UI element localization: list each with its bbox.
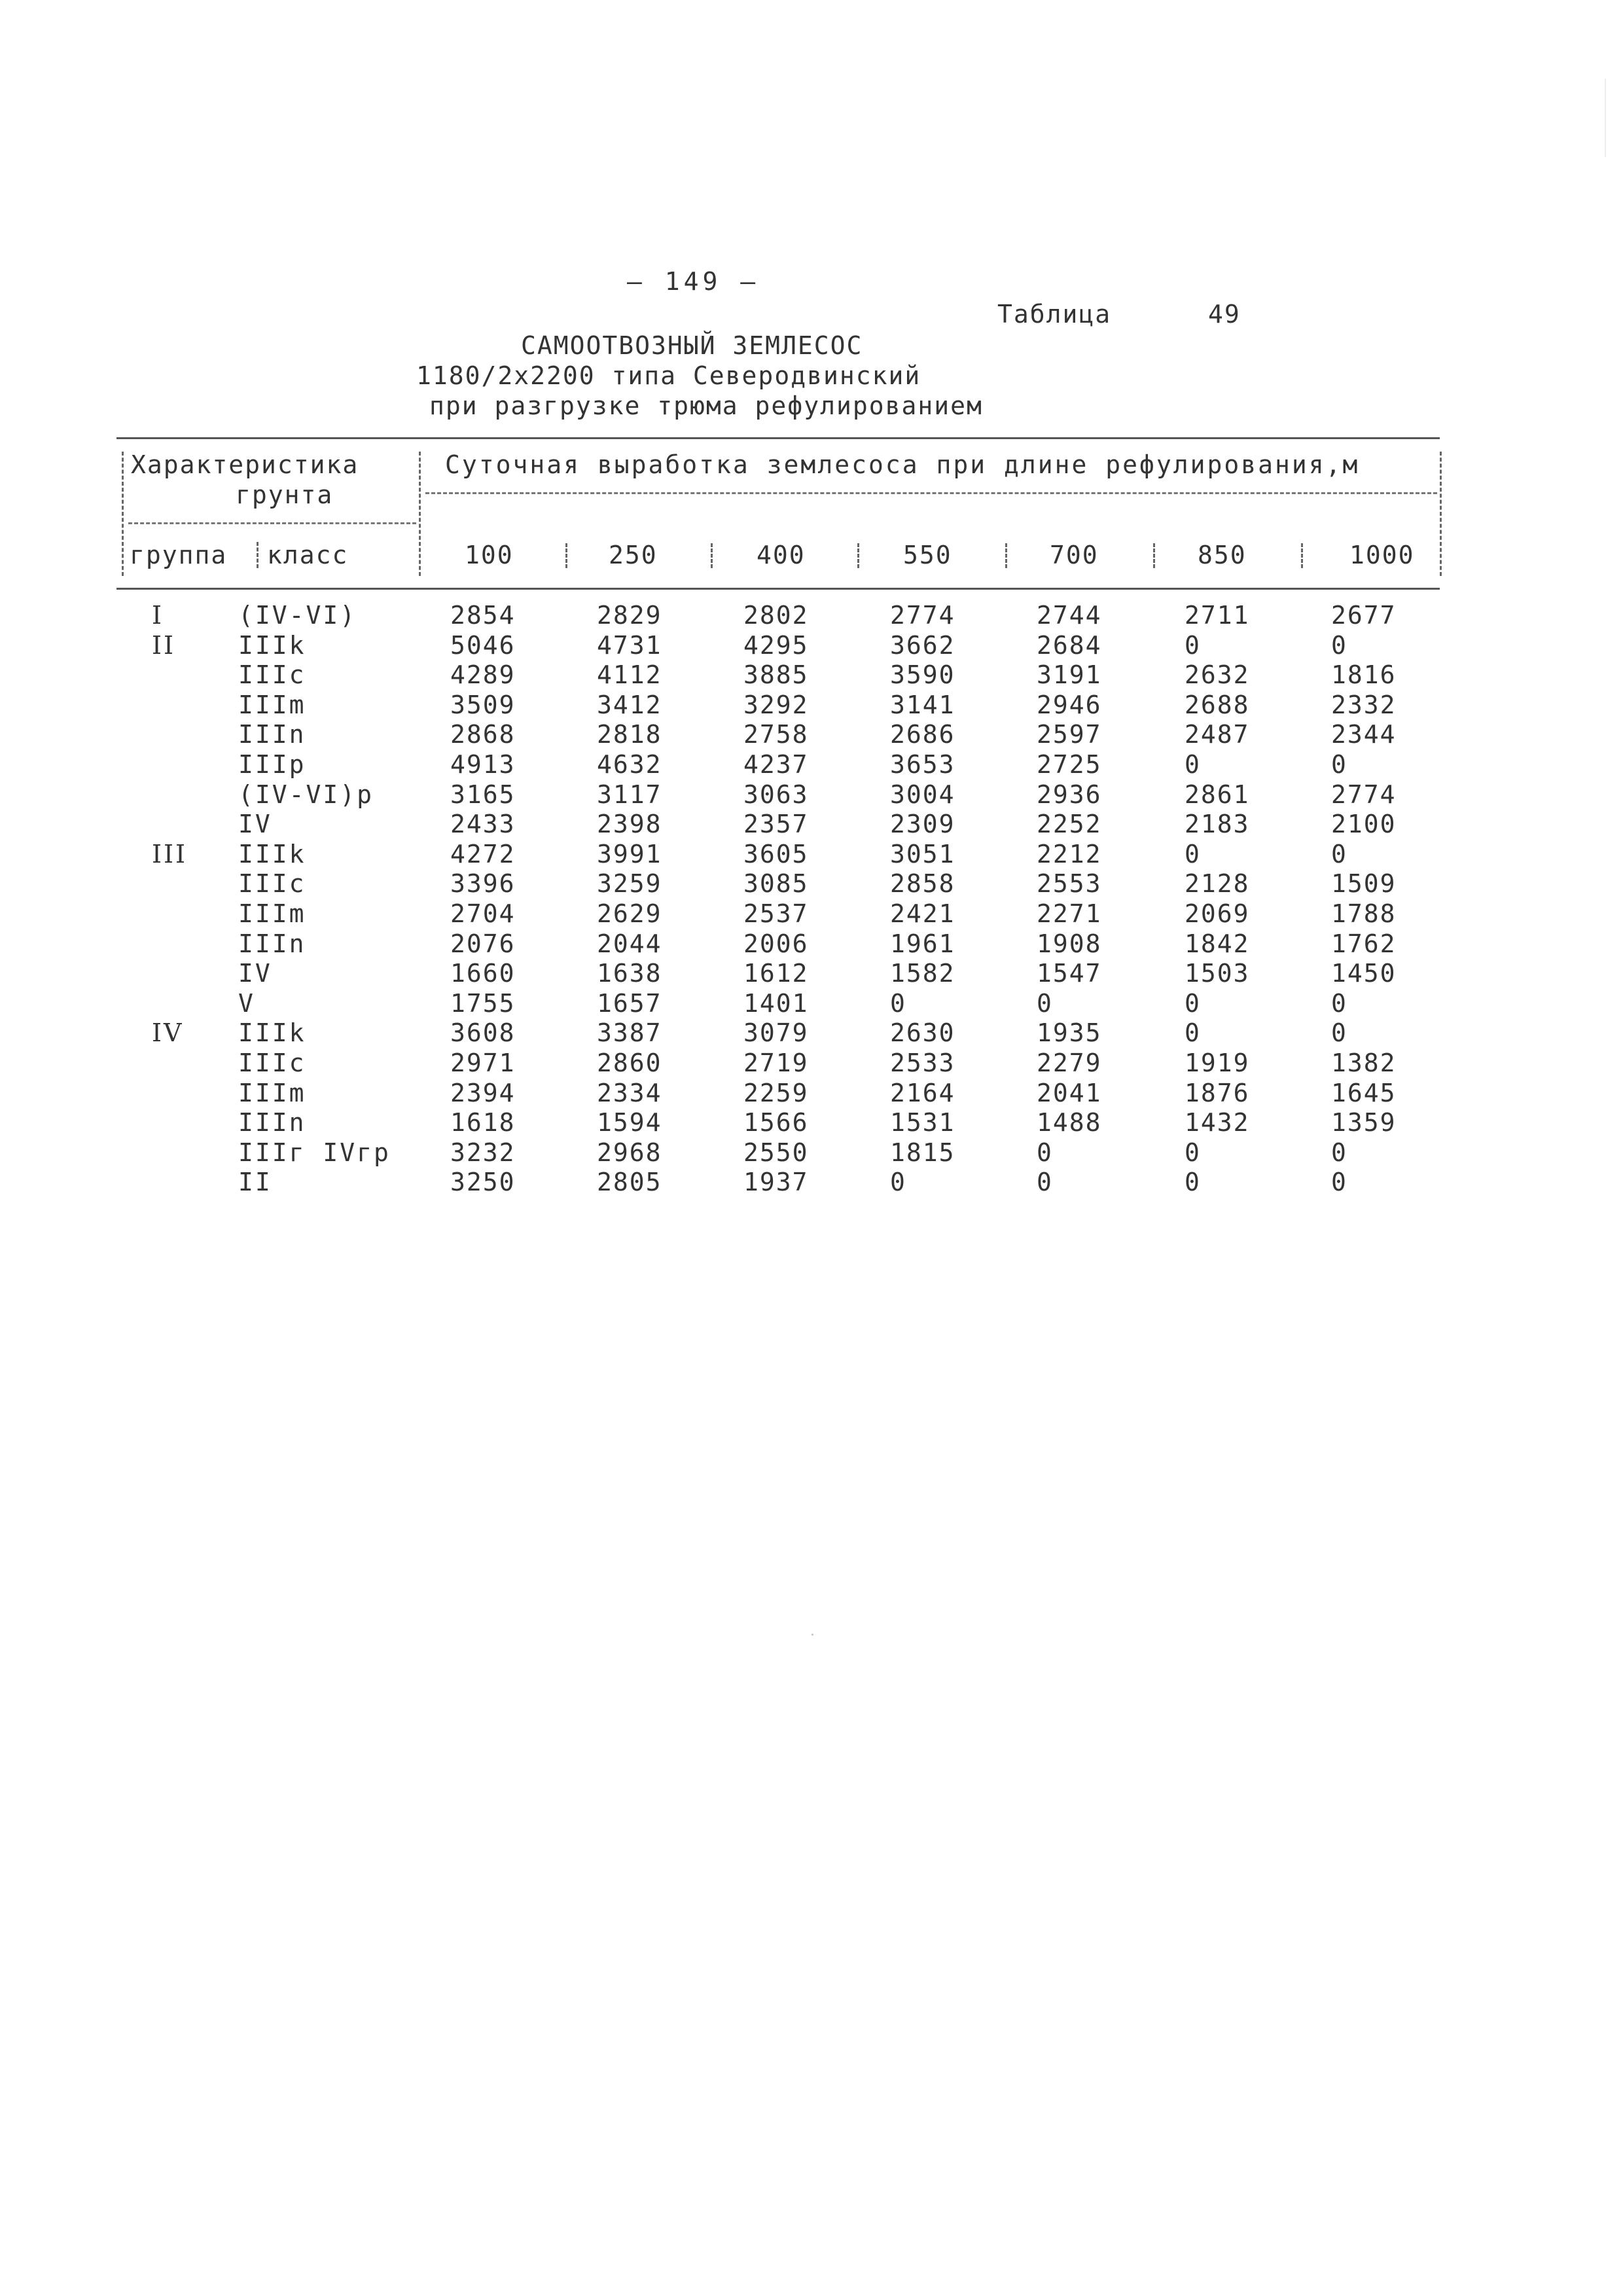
cell-value: 2259: [743, 1079, 809, 1107]
cell-value: 3662: [890, 631, 955, 660]
title-line-3: при разгрузке трюма рефулированием: [429, 391, 983, 420]
cell-value: 3051: [890, 840, 955, 869]
cell-value: 2802: [743, 601, 809, 630]
cell-value: 1488: [1037, 1108, 1102, 1137]
row-class: IIIc: [238, 1049, 306, 1077]
cell-value: 3292: [743, 691, 809, 719]
cell-value: 2684: [1037, 631, 1102, 660]
cell-value: 2271: [1037, 899, 1102, 928]
cell-value: 5046: [450, 631, 516, 660]
row-class: IIIk: [238, 840, 306, 869]
cell-value: 3085: [743, 869, 809, 898]
header-characteristic-underline: [128, 522, 416, 524]
length-header-400: 400: [757, 541, 806, 569]
cell-value: 2334: [597, 1079, 662, 1107]
cell-value: 3412: [597, 691, 662, 719]
cell-value: 3250: [450, 1168, 516, 1196]
cell-value: 1961: [890, 929, 955, 958]
cell-value: 4295: [743, 631, 809, 660]
table-number: 49: [1208, 300, 1241, 329]
cell-value: 2946: [1037, 691, 1102, 719]
cell-value: 2550: [743, 1138, 809, 1167]
cell-value: 2433: [450, 810, 516, 838]
cell-value: 0: [1037, 989, 1053, 1018]
cell-value: 2630: [890, 1018, 955, 1047]
cell-value: 3653: [890, 750, 955, 779]
scan-speck: [1605, 79, 1606, 157]
cell-value: 2006: [743, 929, 809, 958]
cell-value: 3605: [743, 840, 809, 869]
header-left-bar: [122, 452, 124, 576]
cell-value: 1816: [1331, 660, 1397, 689]
header-right-bar: [1440, 452, 1442, 576]
row-class: IV: [238, 810, 272, 838]
cell-value: 1660: [450, 959, 516, 988]
row-class: (IV-VI)p: [238, 780, 374, 809]
cell-value: 1937: [743, 1168, 809, 1196]
title-line-2: 1180/2x2200 типа Северодвинский: [416, 361, 921, 390]
row-group: IV: [152, 1018, 184, 1047]
length-header-1000: 1000: [1349, 541, 1415, 569]
table-label: Таблица: [997, 300, 1112, 329]
length-header-250: 250: [609, 541, 658, 569]
cell-value: 3509: [450, 691, 516, 719]
cell-value: 2774: [890, 601, 955, 630]
header-characteristic: Характеристика: [131, 450, 359, 479]
cell-value: 4237: [743, 750, 809, 779]
cell-value: 0: [1185, 989, 1201, 1018]
cell-value: 3232: [450, 1138, 516, 1167]
cell-value: 2309: [890, 810, 955, 838]
cell-value: 3165: [450, 780, 516, 809]
cell-value: 2860: [597, 1049, 662, 1077]
row-class: IIIn: [238, 929, 306, 958]
cell-value: 2744: [1037, 601, 1102, 630]
cell-value: 4731: [597, 631, 662, 660]
cell-value: 0: [1185, 1138, 1201, 1167]
cell-value: 1382: [1331, 1049, 1397, 1077]
cell-value: 4272: [450, 840, 516, 869]
cell-value: 2774: [1331, 780, 1397, 809]
header-group: группа: [130, 541, 228, 569]
cell-value: 3117: [597, 780, 662, 809]
cell-value: 2398: [597, 810, 662, 838]
length-header-850: 850: [1198, 541, 1247, 569]
cell-value: 1359: [1331, 1108, 1397, 1137]
cell-value: 0: [1185, 631, 1201, 660]
cell-value: 0: [1331, 750, 1347, 779]
cell-value: 1638: [597, 959, 662, 988]
length-sep-5: [1153, 543, 1155, 568]
cell-value: 1645: [1331, 1079, 1397, 1107]
row-class: V: [238, 989, 255, 1018]
row-class: IIIk: [238, 631, 306, 660]
cell-value: 2629: [597, 899, 662, 928]
row-class: IIIn: [238, 1108, 306, 1137]
cell-value: 3004: [890, 780, 955, 809]
row-class: IV: [238, 959, 272, 988]
cell-value: 2394: [450, 1079, 516, 1107]
row-class: IIIc: [238, 660, 306, 689]
cell-value: 3608: [450, 1018, 516, 1047]
cell-value: 1509: [1331, 869, 1397, 898]
cell-value: 0: [1331, 989, 1347, 1018]
cell-value: 2686: [890, 720, 955, 749]
cell-value: 1935: [1037, 1018, 1102, 1047]
scan-speck: [812, 1634, 813, 1636]
cell-value: 2854: [450, 601, 516, 630]
title-line-1: САМООТВОЗНЫЙ ЗЕМЛЕСОС: [521, 331, 863, 360]
cell-value: 1432: [1185, 1108, 1250, 1137]
cell-value: 3396: [450, 869, 516, 898]
cell-value: 2688: [1185, 691, 1250, 719]
cell-value: 0: [890, 989, 906, 1018]
cell-value: 2076: [450, 929, 516, 958]
cell-value: 2344: [1331, 720, 1397, 749]
cell-value: 1401: [743, 989, 809, 1018]
cell-value: 1618: [450, 1108, 516, 1137]
cell-value: 2357: [743, 810, 809, 838]
cell-value: 2212: [1037, 840, 1102, 869]
cell-value: 0: [890, 1168, 906, 1196]
cell-value: 0: [1037, 1168, 1053, 1196]
cell-value: 2858: [890, 869, 955, 898]
cell-value: 0: [1185, 750, 1201, 779]
row-class: IIIm: [238, 691, 306, 719]
cell-value: 1755: [450, 989, 516, 1018]
row-class: (IV-VI): [238, 601, 357, 630]
cell-value: 2044: [597, 929, 662, 958]
cell-value: 0: [1331, 631, 1347, 660]
row-class: IIIn: [238, 720, 306, 749]
cell-value: 2758: [743, 720, 809, 749]
cell-value: 2553: [1037, 869, 1102, 898]
cell-value: 2725: [1037, 750, 1102, 779]
cell-value: 2332: [1331, 691, 1397, 719]
cell-value: 0: [1331, 1138, 1347, 1167]
cell-value: 2829: [597, 601, 662, 630]
row-class: IIIp: [238, 750, 306, 779]
length-sep-6: [1301, 543, 1303, 568]
cell-value: 1788: [1331, 899, 1397, 928]
cell-value: 1762: [1331, 929, 1397, 958]
cell-value: 0: [1331, 1018, 1347, 1047]
cell-value: 1503: [1185, 959, 1250, 988]
cell-value: 4289: [450, 660, 516, 689]
cell-value: 2533: [890, 1049, 955, 1077]
cell-value: 3387: [597, 1018, 662, 1047]
cell-value: 1876: [1185, 1079, 1250, 1107]
cell-value: 2704: [450, 899, 516, 928]
cell-value: 1450: [1331, 959, 1397, 988]
cell-value: 2861: [1185, 780, 1250, 809]
length-header-550: 550: [903, 541, 952, 569]
cell-value: 2183: [1185, 810, 1250, 838]
cell-value: 2632: [1185, 660, 1250, 689]
cell-value: 2164: [890, 1079, 955, 1107]
row-group: I: [152, 601, 164, 630]
row-class: II: [238, 1168, 272, 1196]
cell-value: 0: [1185, 1168, 1201, 1196]
cell-value: 2936: [1037, 780, 1102, 809]
row-class: IIIk: [238, 1018, 306, 1047]
header-output-underline: [425, 492, 1437, 494]
cell-value: 0: [1037, 1138, 1053, 1167]
header-group-class-sep: [257, 542, 259, 568]
row-class: IIIc: [238, 869, 306, 898]
table-header-rule: [116, 588, 1440, 590]
cell-value: 2677: [1331, 601, 1397, 630]
cell-value: 3885: [743, 660, 809, 689]
length-sep-4: [1005, 543, 1007, 568]
cell-value: 1547: [1037, 959, 1102, 988]
cell-value: 1657: [597, 989, 662, 1018]
cell-value: 2100: [1331, 810, 1397, 838]
cell-value: 4913: [450, 750, 516, 779]
cell-value: 1919: [1185, 1049, 1250, 1077]
cell-value: 3991: [597, 840, 662, 869]
length-header-700: 700: [1050, 541, 1099, 569]
cell-value: 2805: [597, 1168, 662, 1196]
cell-value: 1908: [1037, 929, 1102, 958]
cell-value: 4112: [597, 660, 662, 689]
cell-value: 2868: [450, 720, 516, 749]
cell-value: 1815: [890, 1138, 955, 1167]
cell-value: 1566: [743, 1108, 809, 1137]
cell-value: 3079: [743, 1018, 809, 1047]
cell-value: 2597: [1037, 720, 1102, 749]
cell-value: 4632: [597, 750, 662, 779]
row-group: III: [152, 840, 188, 869]
row-class: IIIг IVгр: [238, 1138, 391, 1167]
cell-value: 2719: [743, 1049, 809, 1077]
cell-value: 2421: [890, 899, 955, 928]
length-sep-3: [857, 543, 859, 568]
cell-value: 2279: [1037, 1049, 1102, 1077]
length-header-100: 100: [465, 541, 514, 569]
row-group: II: [152, 631, 176, 660]
length-sep-1: [565, 543, 567, 568]
cell-value: 2971: [450, 1049, 516, 1077]
table-top-rule: [116, 437, 1440, 439]
cell-value: 1594: [597, 1108, 662, 1137]
row-class: IIIm: [238, 899, 306, 928]
page-number: – 149 –: [627, 267, 760, 296]
cell-value: 2818: [597, 720, 662, 749]
cell-value: 2069: [1185, 899, 1250, 928]
cell-value: 2968: [597, 1138, 662, 1167]
header-mid-bar: [419, 452, 421, 576]
cell-value: 0: [1185, 840, 1201, 869]
cell-value: 1531: [890, 1108, 955, 1137]
cell-value: 3063: [743, 780, 809, 809]
cell-value: 2252: [1037, 810, 1102, 838]
cell-value: 3590: [890, 660, 955, 689]
cell-value: 3259: [597, 869, 662, 898]
length-sep-2: [711, 543, 713, 568]
cell-value: 0: [1331, 1168, 1347, 1196]
cell-value: 3141: [890, 691, 955, 719]
cell-value: 2537: [743, 899, 809, 928]
cell-value: 2487: [1185, 720, 1250, 749]
cell-value: 1612: [743, 959, 809, 988]
header-soil: грунта: [236, 480, 334, 509]
cell-value: 0: [1331, 840, 1347, 869]
cell-value: 1582: [890, 959, 955, 988]
cell-value: 1842: [1185, 929, 1250, 958]
cell-value: 3191: [1037, 660, 1102, 689]
header-class: класс: [267, 541, 349, 569]
cell-value: 2711: [1185, 601, 1250, 630]
header-daily-output: Суточная выработка землесоса при длине рефулирования,м: [445, 450, 1360, 479]
row-class: IIIm: [238, 1079, 306, 1107]
cell-value: 2041: [1037, 1079, 1102, 1107]
cell-value: 2128: [1185, 869, 1250, 898]
cell-value: 0: [1185, 1018, 1201, 1047]
